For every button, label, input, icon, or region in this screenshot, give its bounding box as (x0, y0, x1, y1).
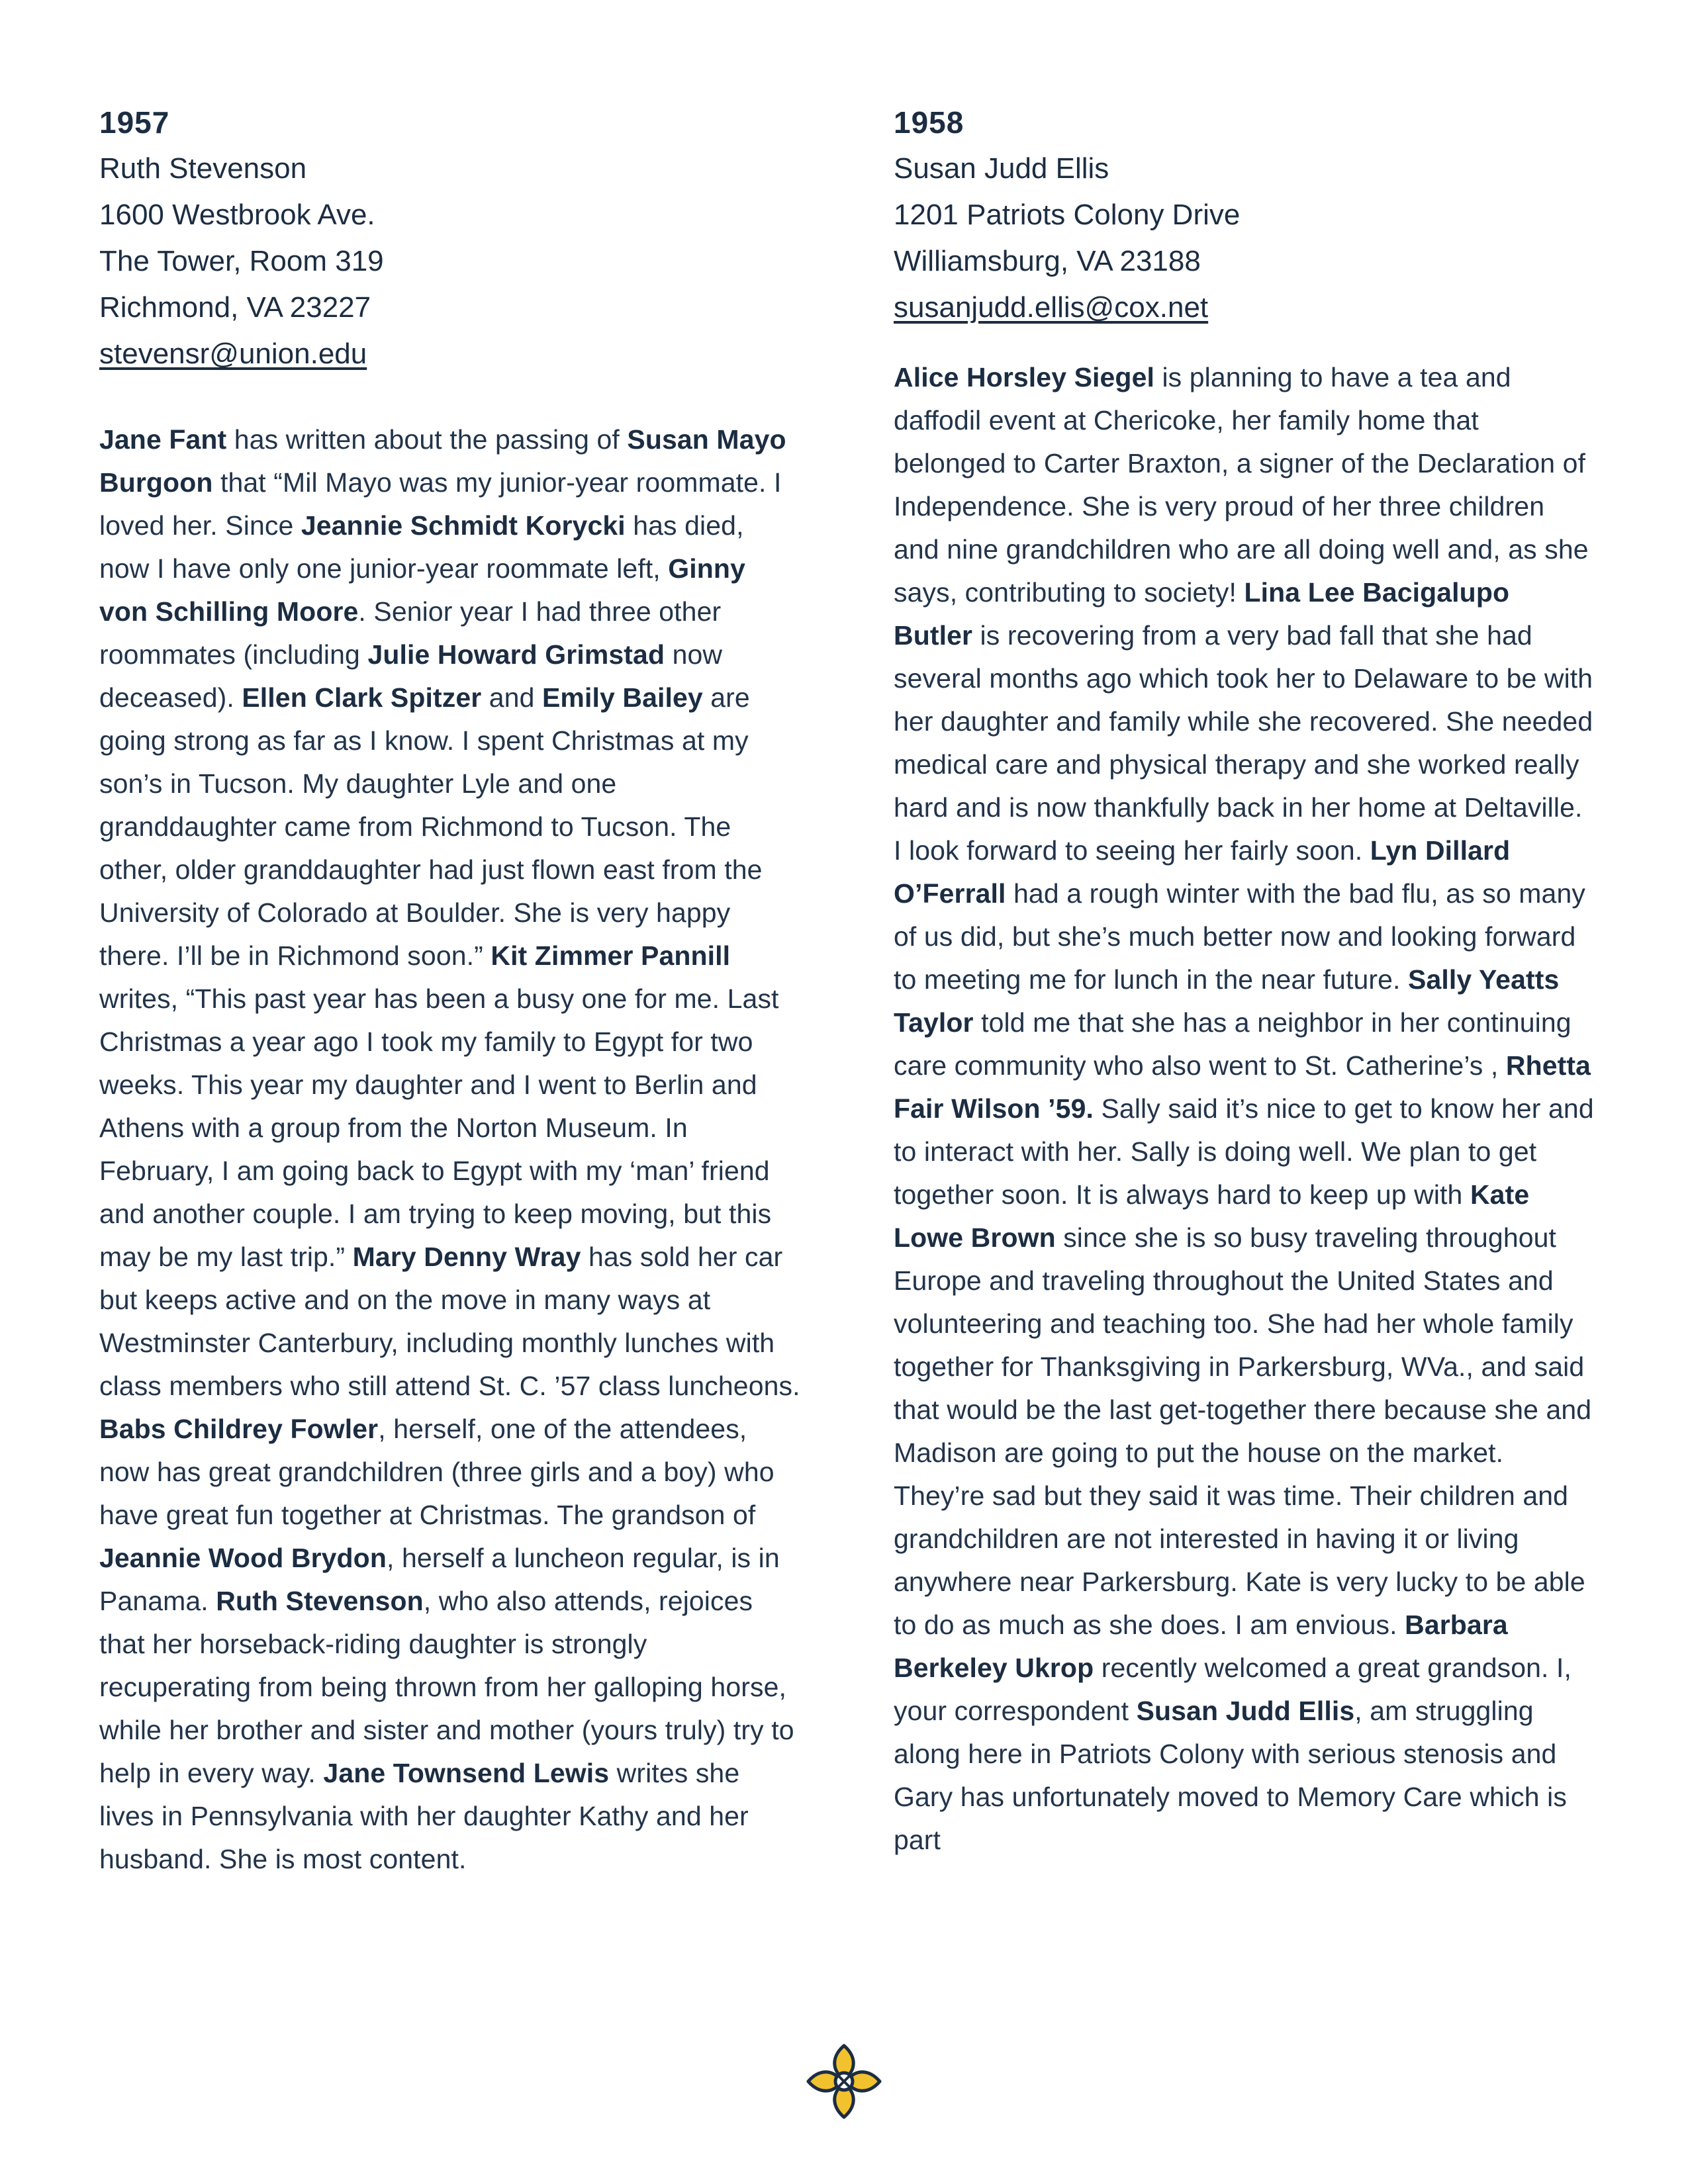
classmate-name: Kate Lowe Brown (894, 1179, 1530, 1253)
classmate-name: Jeannie Wood Brydon (99, 1543, 387, 1573)
note-text: has died, now I have only one junior-year roommate left, (99, 510, 744, 584)
email-link[interactable]: stevensr@union.edu (99, 338, 367, 370)
note-text: Sally said it’s nice to get to know her and to interact with her. Sally is doing well. We plan to get together soon. It is always hard to keep up with (894, 1093, 1594, 1210)
classmate-name: Babs Childrey Fowler (99, 1414, 379, 1444)
note-text: has sold her car but keeps active and on the move in many ways at Westminster Canterbury, including monthly lunches with class members who still attend St. C. ’57 class luncheons. (99, 1242, 800, 1401)
note-text: that “Mil Mayo was my junior-year roommate. I loved her. Since (99, 467, 782, 541)
note-text: , who also attends, rejoices that her horseback-riding daughter is strongly recuperating from being thrown from her galloping horse, while her brother and sister and mother (yours truly) try to help in every way. (99, 1586, 794, 1788)
note-text: now deceased). (99, 639, 723, 713)
address-street: 1201 Patriots Colony Drive (894, 199, 1241, 231)
note-text: writes, “This past year has been a busy one for me. Last Christmas a year ago I took my family to Egypt for two weeks. This year my daughter and I went to Berlin and Athens with a group from the Norton Museum. In February, I am going back to Egypt with my ‘man’ friend and another couple. I am trying to keep moving, but this may be my last trip.” (99, 983, 779, 1272)
class-year-heading: 1958 (894, 105, 964, 140)
address-city: Williamsburg, VA 23188 (894, 245, 1201, 277)
classmate-name: Jeannie Schmidt Korycki (301, 510, 626, 541)
correspondent-address (99, 146, 801, 377)
classmate-name: Sally Yeatts Taylor (894, 964, 1560, 1038)
classmate-name: Kit Zimmer Pannill (491, 940, 731, 971)
note-text: are going strong as far as I know. I spent Christmas at my son’s in Tucson. My daughter Lyle and one granddaughter came from Richmond to Tucson. The other, older granddaughter had just flown east from the University of Colorado at Boulder. She is very happy there. I’ll be in Richmond soon.” (99, 682, 763, 971)
classmate-name: Ginny von Schilling Moore (99, 553, 745, 627)
classmate-name: Lyn Dillard O’Ferrall (894, 835, 1511, 909)
column-1957 (99, 99, 801, 1881)
note-text: , herself, one of the attendees, now has great grandchildren (three girls and a boy) who have great fun together at Christmas. The grandson of (99, 1414, 774, 1530)
note-text: recently welcomed a great grandson. I, your correspondent (894, 1653, 1571, 1726)
classmate-name: Jane Fant (99, 424, 227, 455)
classmate-name: Susan Judd Ellis (1136, 1696, 1355, 1726)
address-street: 1600 Westbrook Ave. (99, 199, 375, 231)
classmate-name: Emily Bailey (541, 682, 703, 713)
classmate-name: Susan Mayo Burgoon (99, 424, 786, 498)
address-room: The Tower, Room 319 (99, 245, 384, 277)
classmate-name: Rhetta Fair Wilson ’59. (894, 1050, 1591, 1124)
classmate-name: Ellen Clark Spitzer (242, 682, 482, 713)
class-notes-body (99, 418, 801, 1881)
quatrefoil-cross-icon (804, 2042, 884, 2121)
column-1958 (894, 99, 1595, 1862)
email-link[interactable]: susanjudd.ellis@cox.net (894, 291, 1209, 324)
class-year-heading: 1957 (99, 105, 170, 140)
note-text: writes she lives in Pennsylvania with her daughter Kathy and her husband. She is most content. (99, 1758, 749, 1874)
correspondent-name: Ruth Stevenson (99, 152, 307, 185)
classmate-name: Alice Horsley Siegel (894, 362, 1154, 392)
classmate-name: Mary Denny Wray (352, 1242, 581, 1272)
classmate-name: Ruth Stevenson (216, 1586, 424, 1616)
classmate-name: Jane Townsend Lewis (323, 1758, 610, 1788)
correspondent-address (894, 146, 1595, 331)
note-text: , herself a luncheon regular, is in Panama. (99, 1543, 780, 1616)
note-text: had a rough winter with the bad flu, as so many of us did, but she’s much better now and looking forward to meeting me for lunch in the near future. (894, 878, 1585, 995)
note-text: is planning to have a tea and daffodil event at Chericoke, her family home that belonged to Carter Braxton, a signer of the Declaration of Independence. She is very proud of her three children and nine grandchildren who are all doing well and, as she says, contributing to society! (894, 362, 1589, 608)
note-text: . Senior year I had three other roommates (including (99, 596, 722, 670)
classmate-name: Barbara Berkeley Ukrop (894, 1610, 1508, 1683)
note-text: since she is so busy traveling throughout Europe and traveling throughout the United States and volunteering and teaching too. She had her whole family together for Thanksgiving in Parkersburg, WVa., and said that would be the last get-together there because she and Madison are going to put the house on the market. They’re sad but they said it was time. Their children and grandchildren are not interested in having it or living anywhere near Parkersburg. Kate is very lucky to be able to do as much as she does. I am envious. (894, 1222, 1592, 1640)
note-text: , am struggling along here in Patriots Colony with serious stenosis and Gary has unfortunately moved to Memory Care which is part (894, 1696, 1567, 1855)
note-text: is recovering from a very bad fall that she had several months ago which took her to Delaware to be with her daughter and family while she recovered. She needed medical care and physical therapy and she worked really hard and is now thankfully back in her home at Deltaville. I look forward to seeing her fairly soon. (894, 620, 1593, 866)
correspondent-name: Susan Judd Ellis (894, 152, 1109, 185)
note-text: told me that she has a neighbor in her continuing care community who also went to St. Catherine’s , (894, 1007, 1571, 1081)
address-city: Richmond, VA 23227 (99, 291, 371, 324)
classmate-name: Lina Lee Bacigalupo Butler (894, 577, 1510, 651)
class-notes-body (894, 356, 1595, 1862)
classmate-name: Julie Howard Grimstad (367, 639, 665, 670)
note-text: and (481, 682, 542, 713)
note-text: has written about the passing of (226, 424, 628, 455)
